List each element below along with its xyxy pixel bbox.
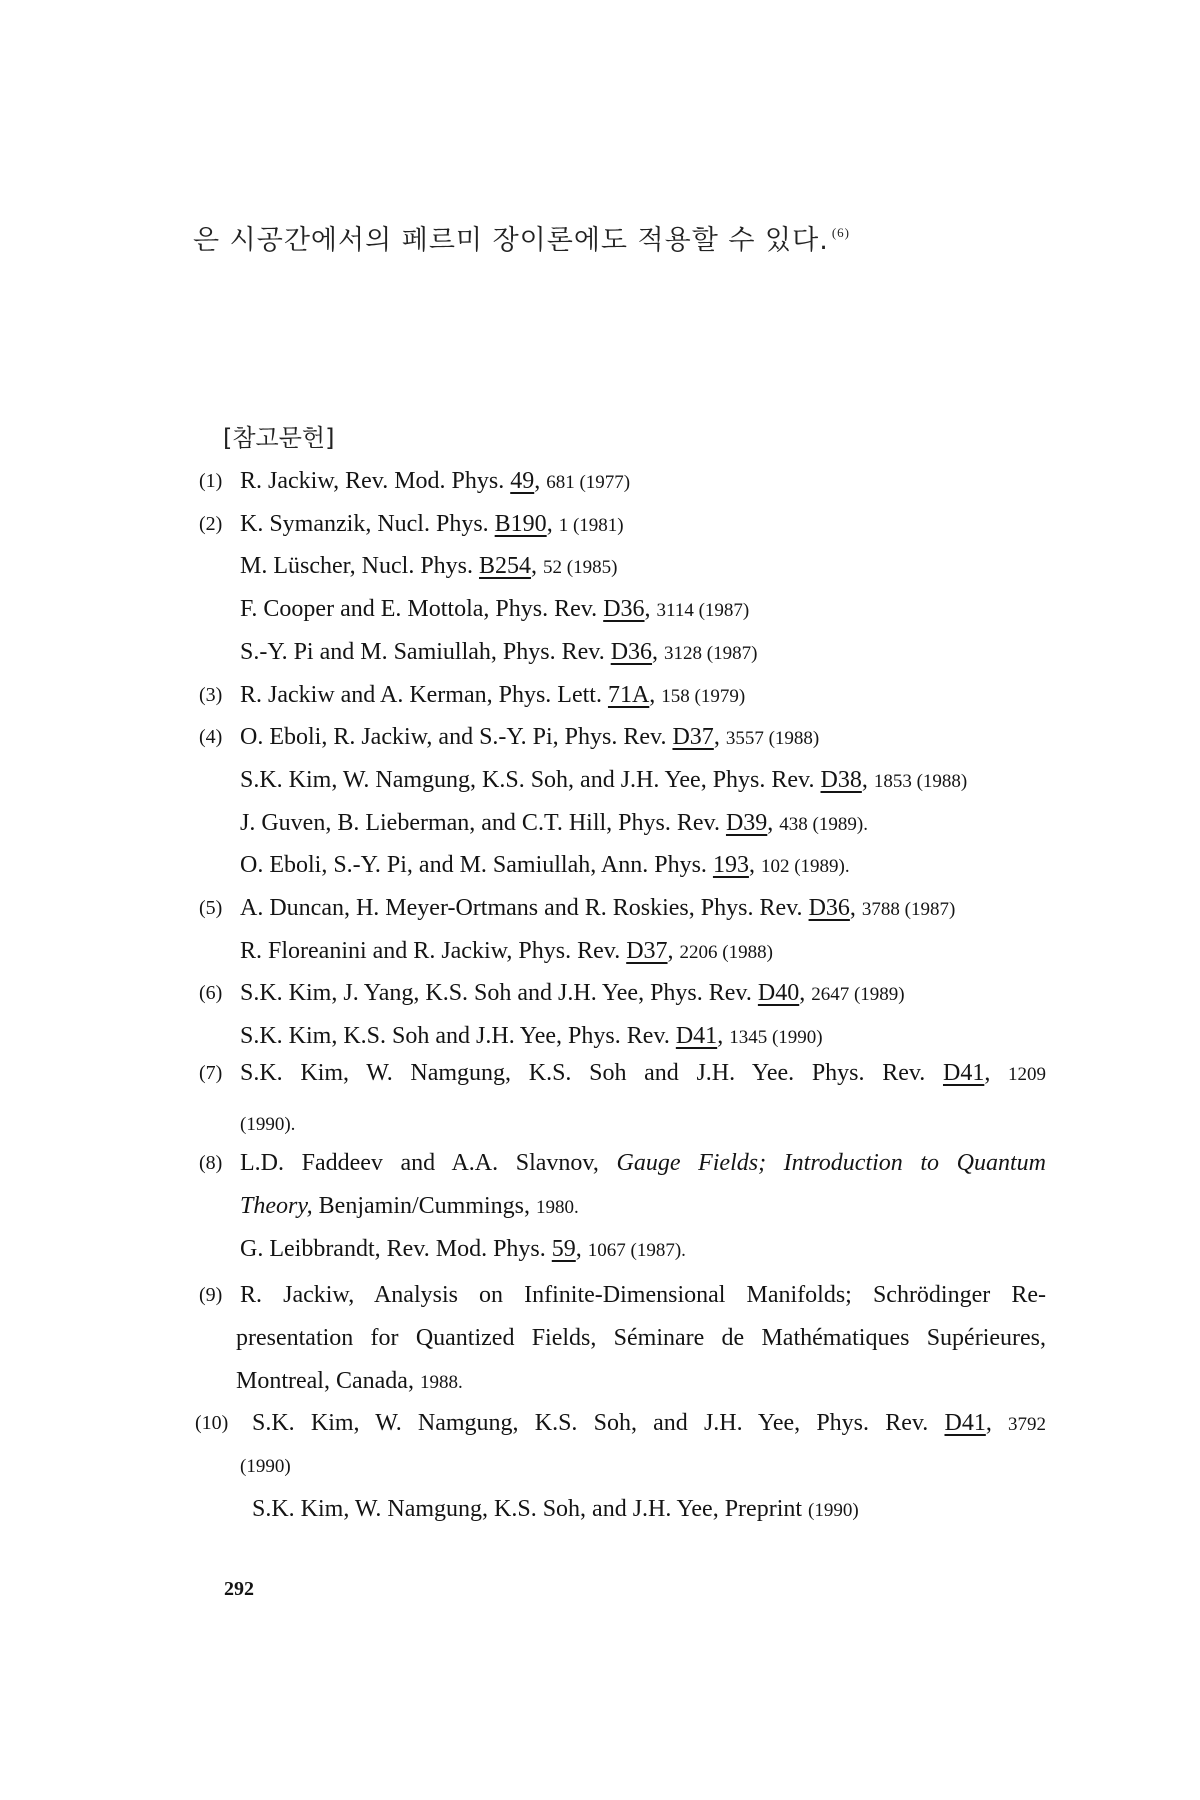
pages-year: 1067 (1987). bbox=[587, 1240, 686, 1261]
intro-sentence bbox=[193, 218, 850, 257]
volume: B254 bbox=[479, 553, 532, 579]
reference-number: (5) bbox=[199, 897, 223, 919]
reference-line: L.D. Faddeev and A.A. Slavnov, Gauge Fields; Introduction to Quantum bbox=[240, 1150, 1047, 1176]
reference-line: Theory, Benjamin/Cummings, 1980. bbox=[240, 1193, 579, 1219]
pages-year: 1 (1981) bbox=[558, 515, 624, 536]
reference-number: (2) bbox=[199, 513, 223, 535]
reference-line: F. Cooper and E. Mottola, Phys. Rev. D36, 3114 (1987) bbox=[240, 596, 750, 622]
footnote-marker: (6) bbox=[831, 225, 850, 240]
pages-year: 3128 (1987) bbox=[664, 643, 758, 664]
volume: 49 bbox=[510, 468, 535, 494]
reference-line-continued: (1990) bbox=[240, 1456, 291, 1477]
pages-year: 1853 (1988) bbox=[873, 771, 968, 792]
pages-year: 681 (1977) bbox=[546, 472, 631, 493]
volume: B190 bbox=[494, 511, 547, 537]
volume: D41 bbox=[675, 1023, 718, 1049]
volume: D36 bbox=[610, 639, 653, 665]
volume: D39 bbox=[725, 810, 768, 836]
reference-line: S.-Y. Pi and M. Samiullah, Phys. Rev. D36, 3128 (1987) bbox=[240, 639, 758, 665]
reference-line: S.K. Kim, W. Namgung, K.S. Soh, and J.H. Yee, Preprint (1990) bbox=[252, 1496, 859, 1522]
pages-year: 438 (1989). bbox=[779, 814, 868, 835]
reference-line: A. Duncan, H. Meyer-Ortmans and R. Roskies, Phys. Rev. D36, 3788 (1987) bbox=[240, 895, 956, 921]
reference-number: (3) bbox=[199, 684, 223, 706]
volume: D37 bbox=[626, 938, 668, 964]
reference-line: R. Floreanini and R. Jackiw, Phys. Rev. D37, 2206 (1988) bbox=[240, 938, 773, 964]
volume: D36 bbox=[808, 895, 850, 921]
reference-line: S.K. Kim, W. Namgung, K.S. Soh, and J.H. Yee, Phys. Rev. D41, 3792 bbox=[252, 1410, 1047, 1436]
reference-line: S.K. Kim, K.S. Soh and J.H. Yee, Phys. Rev. D41, 1345 (1990) bbox=[240, 1023, 823, 1049]
reference-number: (9) bbox=[199, 1284, 223, 1306]
pages-year: 158 (1979) bbox=[661, 686, 746, 707]
reference-line: R. Jackiw, Analysis on Infinite-Dimensional Manifolds; Schrödinger Re- bbox=[240, 1282, 1046, 1308]
reference-line: G. Leibbrandt, Rev. Mod. Phys. 59, 1067 (1987). bbox=[240, 1236, 686, 1262]
pages-year: 3788 (1987) bbox=[861, 899, 956, 920]
reference-line-continued: (1990). bbox=[240, 1114, 296, 1135]
reference-number: (8) bbox=[199, 1152, 223, 1174]
reference-line: Montreal, Canada, 1988. bbox=[236, 1368, 463, 1394]
reference-line: K. Symanzik, Nucl. Phys. B190, 1 (1981) bbox=[240, 511, 624, 537]
reference-line: M. Lüscher, Nucl. Phys. B254, 52 (1985) bbox=[240, 553, 618, 579]
pages-year: 3557 (1988) bbox=[725, 728, 820, 749]
reference-number: (4) bbox=[199, 726, 223, 748]
volume: D41 bbox=[942, 1060, 985, 1086]
page-number: 292 bbox=[224, 1578, 254, 1600]
pages-year: 3114 (1987) bbox=[656, 600, 750, 621]
volume: D37 bbox=[672, 724, 714, 750]
pages-year: 52 (1985) bbox=[543, 557, 618, 578]
intro-text: 은 시공간에서의 페르미 장이론에도 적용할 수 있다. bbox=[193, 225, 829, 256]
reference-number: (7) bbox=[199, 1062, 223, 1084]
reference-number: (10) bbox=[195, 1412, 229, 1434]
reference-line: R. Jackiw, Rev. Mod. Phys. 49, 681 (1977) bbox=[240, 468, 631, 494]
reference-line: S.K. Kim, J. Yang, K.S. Soh and J.H. Yee, Phys. Rev. D40, 2647 (1989) bbox=[240, 980, 905, 1006]
reference-line: O. Eboli, S.-Y. Pi, and M. Samiullah, Ann. Phys. 193, 102 (1989). bbox=[240, 852, 850, 878]
book-title: Gauge Fields; Introduction to Quantum bbox=[616, 1150, 1047, 1176]
reference-line: J. Guven, B. Lieberman, and C.T. Hill, Phys. Rev. D39, 438 (1989). bbox=[240, 810, 868, 836]
reference-line: R. Jackiw and A. Kerman, Phys. Lett. 71A, 158 (1979) bbox=[240, 682, 746, 708]
reference-line: O. Eboli, R. Jackiw, and S.-Y. Pi, Phys. Rev. D37, 3557 (1988) bbox=[240, 724, 820, 750]
pages-year: 3792 bbox=[1008, 1414, 1047, 1435]
volume: D36 bbox=[603, 596, 645, 622]
pages-year: 2647 (1989) bbox=[811, 984, 905, 1005]
volume: D40 bbox=[757, 980, 800, 1006]
volume: 71A bbox=[607, 682, 650, 708]
pages-year: 102 (1989). bbox=[760, 856, 850, 877]
volume: D41 bbox=[944, 1410, 986, 1436]
pages-year: 1209 bbox=[1008, 1064, 1047, 1085]
references-heading: [참고문헌] bbox=[223, 424, 335, 452]
pages-year: 1345 (1990) bbox=[729, 1027, 823, 1048]
volume: D38 bbox=[820, 767, 862, 793]
volume: 193 bbox=[712, 852, 749, 878]
book-title-continued: Theory, bbox=[240, 1193, 313, 1219]
reference-number: (6) bbox=[199, 982, 223, 1004]
reference-number: (1) bbox=[199, 470, 223, 492]
reference-line: S.K. Kim, W. Namgung, K.S. Soh and J.H. Yee. Phys. Rev. D41, 1209 bbox=[240, 1060, 1047, 1086]
volume: 59 bbox=[551, 1236, 576, 1262]
reference-line: S.K. Kim, W. Namgung, K.S. Soh, and J.H. Yee, Phys. Rev. D38, 1853 (1988) bbox=[240, 767, 968, 793]
reference-line: presentation for Quantized Fields, Séminare de Mathématiques Supérieures, bbox=[236, 1325, 1046, 1351]
pages-year: 2206 (1988) bbox=[679, 942, 773, 963]
